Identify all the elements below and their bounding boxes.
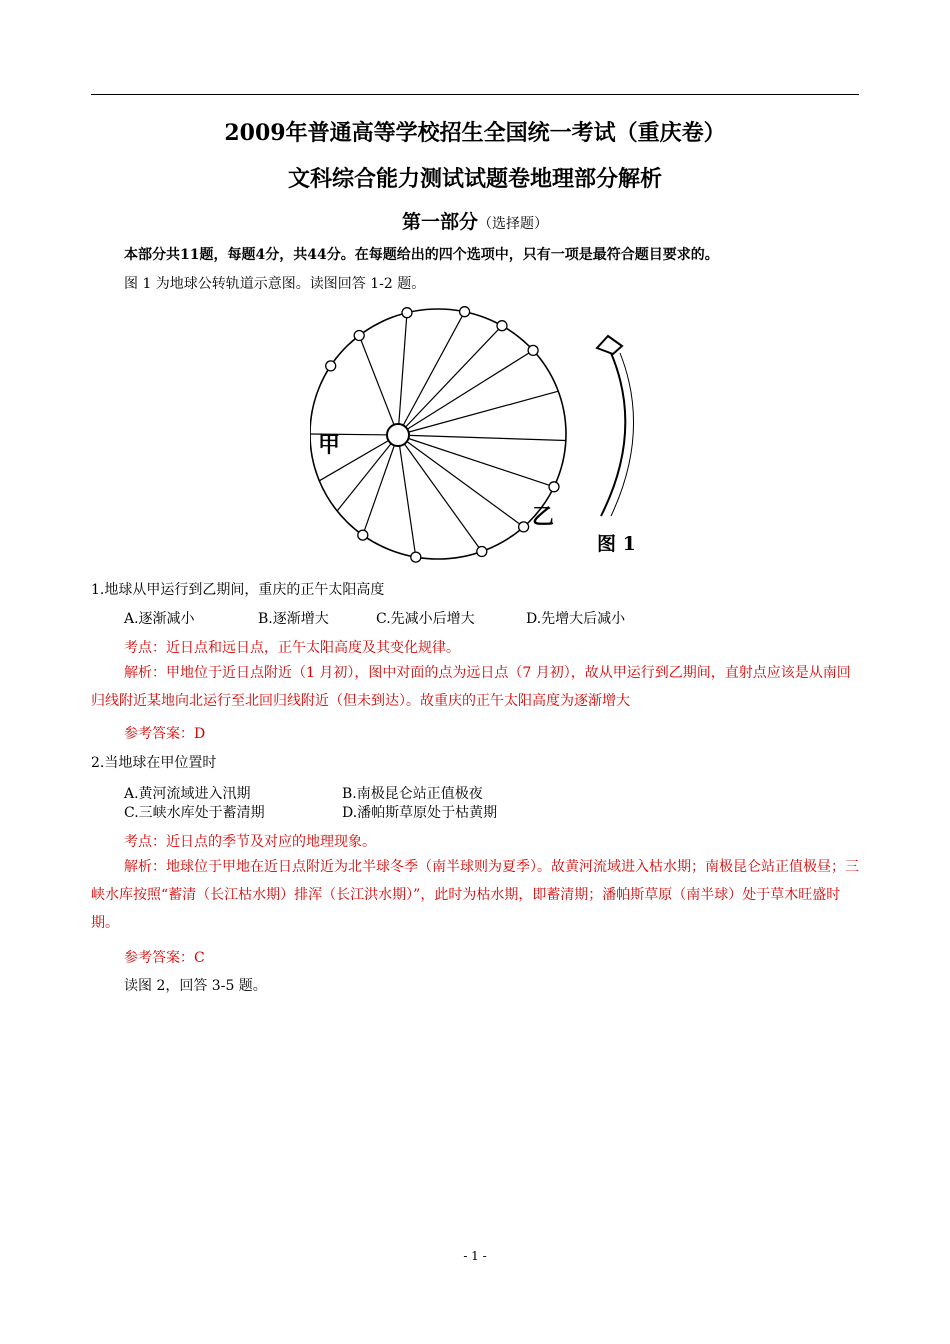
q1-kaodian: 考点：近日点和远日点，正午太阳高度及其变化规律。 <box>124 640 460 656</box>
sun-circle <box>387 424 409 446</box>
instructions: 本部分共11题，每题4分，共44分。在每题给出的四个选项中，只有一项是最符合题目要求的。 <box>124 247 719 263</box>
position-yi-label: 乙 <box>532 505 555 530</box>
next-intro: 读图 2，回答 3-5 题。 <box>124 978 267 994</box>
earth-position-marker <box>497 321 507 331</box>
q2-kaodian: 考点：近日点的季节及对应的地理现象。 <box>124 834 376 850</box>
figure-intro: 图 1 为地球公转轨道示意图。读图回答 1-2 题。 <box>124 276 426 292</box>
q2-option-c: C.三峡水库处于蓄清期 <box>124 805 265 821</box>
q2-option-d: D.潘帕斯草原处于枯黄期 <box>342 805 498 821</box>
earth-position-marker <box>460 307 470 317</box>
q1-answer: 参考答案：D <box>124 726 206 742</box>
orbit-spoke <box>337 435 398 511</box>
orbit-spoke <box>359 336 398 436</box>
orbit-spoke <box>398 435 524 527</box>
title-line-1: 2009年普通高等学校招生全国统一考试（重庆卷） <box>224 120 726 146</box>
orbit-spoke <box>398 435 482 552</box>
orbit-spoke <box>398 350 533 435</box>
q2-option-b: B.南极昆仑站正值极夜 <box>342 786 483 802</box>
q1-option-d: D.先增大后减小 <box>526 611 626 627</box>
figure-orbit <box>310 306 650 576</box>
q1-option-a: A.逐渐减小 <box>124 611 195 627</box>
figure-caption: 图 1 <box>597 533 636 555</box>
q1-jiexi: 解析：甲地位于近日点附近（1 月初），图中对面的点为远日点（7 月初），故从甲运行到乙期间，直射点应该是从南回归线附近某地向北运行至北回归线附近（但未到达）。故重庆的正午太阳高度为逐渐增大 <box>91 665 851 709</box>
page-number: - 1 - <box>463 1249 487 1263</box>
section-title-sub: （选择题） <box>478 216 548 232</box>
orbit-spoke <box>398 391 558 435</box>
orbit-spoke <box>398 435 566 441</box>
orbit-spoke <box>363 435 398 535</box>
q1-option-c: C.先减小后增大 <box>376 611 475 627</box>
orbit-spokes <box>310 312 566 557</box>
position-jia-label: 甲 <box>318 433 341 458</box>
q2-stem: 2.当地球在甲位置时 <box>91 755 217 771</box>
orbit-direction-arrow <box>601 353 625 516</box>
title-line-2: 文科综合能力测试试题卷地理部分解析 <box>287 166 662 192</box>
section-title-main: 第一部分 <box>401 211 478 233</box>
q1-stem: 1.地球从甲运行到乙期间，重庆的正午太阳高度 <box>91 582 385 598</box>
q2-option-a: A.黄河流域进入汛期 <box>124 786 251 802</box>
earth-position-marker <box>477 547 487 557</box>
q2-answer: 参考答案：C <box>124 950 205 966</box>
earth-position-marker <box>354 331 364 341</box>
earth-position-marker <box>326 361 336 371</box>
orbit-direction-arrowhead <box>597 336 622 354</box>
orbit-svg <box>310 306 650 576</box>
orbit-direction-arrow-inner <box>611 353 634 516</box>
orbit-spoke <box>398 313 407 435</box>
orbit-spoke <box>398 435 554 487</box>
q2-jiexi: 解析：地球位于甲地在近日点附近为北半球冬季（南半球则为夏季）。故黄河流域进入枯水期；南极昆仑站正值极昼；三峡水库按照“蓄清（长江枯水期）排浑（长江洪水期）”，此时为枯水期，即蓄清期；潘帕斯草原（南半球）处于草木旺盛时期。 <box>91 859 859 931</box>
orbit-spoke <box>398 312 465 435</box>
top-rule <box>91 94 859 95</box>
earth-position-marker <box>519 522 529 532</box>
earth-position-marker <box>411 552 421 562</box>
earth-position-marker <box>402 308 412 318</box>
earth-position-marker <box>528 345 538 355</box>
earth-position-marker <box>549 482 559 492</box>
section-title <box>0 207 950 234</box>
earth-position-marker <box>358 530 368 540</box>
orbit-spoke <box>398 435 416 557</box>
q1-option-b: B.逐渐增大 <box>258 611 329 627</box>
